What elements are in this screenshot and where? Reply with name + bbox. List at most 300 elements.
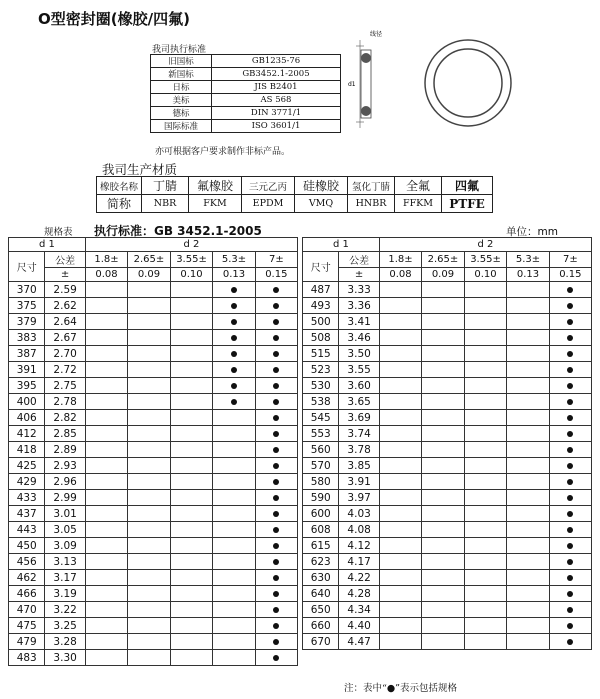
included-dot-icon (231, 287, 237, 293)
page-title: O型密封圈(橡胶/四氟) (38, 10, 190, 28)
table-row (9, 282, 298, 298)
d2-mark-cell (507, 586, 549, 602)
d2-mark-cell (213, 538, 255, 554)
table-row (9, 522, 298, 538)
included-dot-icon (273, 639, 279, 645)
d2-mark-cell (128, 554, 171, 570)
size-cell: 462 (9, 570, 45, 586)
table-row (303, 570, 592, 586)
d2-mark-cell (213, 378, 255, 394)
materials-caption: 我司生产材质 (102, 162, 178, 177)
d2-mark-cell (213, 522, 255, 538)
d2-mark-cell (507, 570, 549, 586)
d2-mark-cell (379, 378, 421, 394)
material-abbr: PTFE (442, 195, 493, 213)
standard-key: 美标 (151, 94, 212, 107)
d2-tolerance-header: 0.08 (379, 268, 421, 282)
d2-mark-cell (549, 474, 591, 490)
d2-mark-cell (213, 298, 255, 314)
d2-mark-cell (170, 618, 213, 634)
d2-mark-cell (255, 650, 297, 666)
d2-mark-cell (422, 346, 465, 362)
included-dot-icon (567, 591, 573, 597)
d2-mark-cell (464, 490, 507, 506)
tolerance-cell: 3.46 (339, 330, 379, 346)
tolerance-cell: 3.36 (339, 298, 379, 314)
d2-mark-cell (255, 570, 297, 586)
d2-mark-cell (464, 618, 507, 634)
table-row (303, 586, 592, 602)
tolerance-cell: 3.17 (45, 570, 85, 586)
standards-caption: 我司执行标准 (152, 45, 207, 55)
d2-mark-cell (507, 378, 549, 394)
table-row (9, 298, 298, 314)
d2-mark-cell (128, 618, 171, 634)
d2-mark-cell (85, 346, 127, 362)
d2-mark-cell (213, 506, 255, 522)
d2-mark-cell (85, 442, 127, 458)
d2-mark-cell (128, 426, 171, 442)
d2-mark-cell (128, 474, 171, 490)
tolerance-header: 公差 (45, 252, 85, 268)
header-row (303, 252, 592, 268)
d2-mark-cell (422, 538, 465, 554)
d2-mark-cell (255, 314, 297, 330)
d2-mark-cell (549, 442, 591, 458)
d2-mark-cell (464, 506, 507, 522)
d2-mark-cell (213, 570, 255, 586)
size-cell: 608 (303, 522, 339, 538)
included-dot-icon (273, 415, 279, 421)
d2-size-header: 7± (549, 252, 591, 268)
table-row (9, 394, 298, 410)
d2-mark-cell (255, 394, 297, 410)
size-cell: 580 (303, 474, 339, 490)
d2-mark-cell (422, 586, 465, 602)
d2-tolerance-header: 0.15 (549, 268, 591, 282)
included-dot-icon (567, 527, 573, 533)
d2-mark-cell (128, 346, 171, 362)
included-dot-icon (567, 543, 573, 549)
d2-mark-cell (422, 458, 465, 474)
d2-mark-cell (128, 506, 171, 522)
included-dot-icon (231, 335, 237, 341)
d2-size-header: 2.65± (422, 252, 465, 268)
included-dot-icon (273, 287, 279, 293)
table-row (9, 506, 298, 522)
d2-mark-cell (170, 602, 213, 618)
included-dot-icon (567, 415, 573, 421)
d2-mark-cell (379, 538, 421, 554)
d2-mark-cell (464, 458, 507, 474)
standard-row (151, 94, 341, 107)
d2-mark-cell (464, 602, 507, 618)
d2-mark-cell (507, 282, 549, 298)
d2-mark-cell (85, 570, 127, 586)
d2-mark-cell (379, 362, 421, 378)
d2-mark-cell (549, 298, 591, 314)
standard-row (151, 55, 341, 68)
table-row (9, 330, 298, 346)
d2-size-header: 5.3± (507, 252, 549, 268)
d2-mark-cell (255, 618, 297, 634)
tolerance-cell: 2.72 (45, 362, 85, 378)
d2-mark-cell (379, 458, 421, 474)
tolerance-cell: 3.97 (339, 490, 379, 506)
d2-mark-cell (255, 634, 297, 650)
included-dot-icon (273, 527, 279, 533)
included-dot-icon (273, 511, 279, 517)
spec-table-left (8, 237, 298, 666)
d2-mark-cell (464, 570, 507, 586)
cross-section-bottom (361, 106, 371, 116)
d2-mark-cell (213, 442, 255, 458)
tolerance-cell: 4.34 (339, 602, 379, 618)
d2-mark-cell (422, 602, 465, 618)
table-row (9, 346, 298, 362)
d2-mark-cell (549, 378, 591, 394)
d2-mark-cell (422, 378, 465, 394)
d2-mark-cell (85, 362, 127, 378)
included-dot-icon (273, 335, 279, 341)
tolerance-cell: 2.67 (45, 330, 85, 346)
header-row (9, 252, 298, 268)
d2-mark-cell (170, 394, 213, 410)
d2-mark-cell (379, 346, 421, 362)
d2-tolerance-header: 0.08 (85, 268, 127, 282)
d2-mark-cell (507, 634, 549, 650)
size-cell: 383 (9, 330, 45, 346)
d2-mark-cell (464, 330, 507, 346)
tolerance-cell: 3.22 (45, 602, 85, 618)
d2-size-header: 5.3± (213, 252, 255, 268)
tolerance-cell: 2.78 (45, 394, 85, 410)
table-row (303, 282, 592, 298)
d2-mark-cell (255, 330, 297, 346)
standard-key: 日标 (151, 81, 212, 94)
d2-mark-cell (255, 490, 297, 506)
d2-mark-cell (170, 346, 213, 362)
d2-mark-cell (213, 650, 255, 666)
wire-diameter-label: 线径 (370, 31, 383, 38)
included-dot-icon (567, 303, 573, 309)
d2-mark-cell (507, 426, 549, 442)
d2-mark-cell (464, 298, 507, 314)
d2-mark-cell (85, 474, 127, 490)
included-dot-icon (273, 367, 279, 373)
size-cell: 483 (9, 650, 45, 666)
d2-mark-cell (549, 602, 591, 618)
tolerance-cell: 3.33 (339, 282, 379, 298)
size-cell: 553 (303, 426, 339, 442)
standard-key: 国际标准 (151, 120, 212, 133)
table-row (9, 426, 298, 442)
d2-mark-cell (549, 394, 591, 410)
tolerance-cell: 4.40 (339, 618, 379, 634)
d2-size-header: 7± (255, 252, 297, 268)
d2-mark-cell (464, 634, 507, 650)
material-abbr: FKM (189, 195, 242, 213)
d2-mark-cell (507, 330, 549, 346)
material-name: 三元乙丙 (242, 177, 295, 195)
size-cell: 508 (303, 330, 339, 346)
size-cell: 570 (303, 458, 339, 474)
tolerance-cell: 3.19 (45, 586, 85, 602)
included-dot-icon (231, 319, 237, 325)
d2-mark-cell (85, 314, 127, 330)
included-dot-icon (273, 431, 279, 437)
included-dot-icon (231, 383, 237, 389)
d2-mark-cell (422, 362, 465, 378)
d2-mark-cell (170, 506, 213, 522)
size-cell: 475 (9, 618, 45, 634)
material-abbr: NBR (142, 195, 189, 213)
d2-mark-cell (85, 618, 127, 634)
d2-mark-cell (549, 426, 591, 442)
material-abbr: VMQ (295, 195, 348, 213)
d2-mark-cell (379, 570, 421, 586)
table-row (9, 650, 298, 666)
included-dot-icon (567, 575, 573, 581)
size-cell: 406 (9, 410, 45, 426)
included-dot-icon (273, 575, 279, 581)
d2-mark-cell (213, 362, 255, 378)
size-cell: 479 (9, 634, 45, 650)
tolerance-cell: 2.64 (45, 314, 85, 330)
included-dot-icon (273, 607, 279, 613)
d2-mark-cell (128, 394, 171, 410)
d2-mark-cell (213, 618, 255, 634)
d2-mark-cell (379, 618, 421, 634)
d2-mark-cell (128, 650, 171, 666)
d2-mark-cell (379, 586, 421, 602)
d2-mark-cell (379, 410, 421, 426)
d2-mark-cell (464, 282, 507, 298)
included-dot-icon (231, 351, 237, 357)
d2-mark-cell (170, 650, 213, 666)
size-cell: 590 (303, 490, 339, 506)
tolerance-cell: 3.60 (339, 378, 379, 394)
tolerance-cell: 2.82 (45, 410, 85, 426)
d2-mark-cell (85, 426, 127, 442)
included-dot-icon (273, 495, 279, 501)
d2-mark-cell (255, 458, 297, 474)
d2-mark-cell (464, 474, 507, 490)
tolerance-cell: 3.85 (339, 458, 379, 474)
tolerance-cell: 3.25 (45, 618, 85, 634)
size-cell: 650 (303, 602, 339, 618)
d2-mark-cell (213, 554, 255, 570)
d2-size-header: 1.8± (85, 252, 127, 268)
size-cell: 425 (9, 458, 45, 474)
standard-row (151, 68, 341, 81)
d2-mark-cell (170, 458, 213, 474)
d2-mark-cell (422, 474, 465, 490)
material-abbr-label: 简称 (97, 195, 142, 213)
d2-mark-cell (128, 522, 171, 538)
size-header: 尺寸 (9, 252, 45, 282)
d2-mark-cell (507, 314, 549, 330)
size-cell: 630 (303, 570, 339, 586)
d2-tolerance-header: 0.10 (464, 268, 507, 282)
size-cell: 387 (9, 346, 45, 362)
d2-mark-cell (213, 586, 255, 602)
d2-mark-cell (255, 282, 297, 298)
size-cell: 600 (303, 506, 339, 522)
d2-mark-cell (422, 570, 465, 586)
material-name: 丁腈 (142, 177, 189, 195)
size-cell: 487 (303, 282, 339, 298)
tolerance-cell: 2.96 (45, 474, 85, 490)
d2-mark-cell (85, 522, 127, 538)
tolerance-header: 公差 (339, 252, 379, 268)
d2-mark-cell (464, 538, 507, 554)
size-cell: 560 (303, 442, 339, 458)
table-row (303, 554, 592, 570)
table-row (303, 314, 592, 330)
d2-mark-cell (170, 410, 213, 426)
d2-mark-cell (464, 586, 507, 602)
d2-mark-cell (549, 570, 591, 586)
included-dot-icon (231, 367, 237, 373)
table-row (9, 314, 298, 330)
d2-mark-cell (213, 314, 255, 330)
material-name: 氟橡胶 (189, 177, 242, 195)
included-dot-icon (567, 367, 573, 373)
table-row (303, 634, 592, 650)
header-row (303, 238, 592, 252)
d1-header: d 1 (303, 238, 380, 252)
d2-header: d 2 (85, 238, 297, 252)
included-dot-icon (273, 447, 279, 453)
d2-size-header: 2.65± (128, 252, 171, 268)
table-row (303, 330, 592, 346)
tolerance-cell: 3.50 (339, 346, 379, 362)
size-cell: 391 (9, 362, 45, 378)
d2-mark-cell (464, 410, 507, 426)
table-row (303, 458, 592, 474)
d2-mark-cell (507, 538, 549, 554)
included-dot-icon (231, 399, 237, 405)
included-dot-icon (273, 303, 279, 309)
table-row (9, 570, 298, 586)
d2-mark-cell (255, 298, 297, 314)
d2-mark-cell (422, 330, 465, 346)
d2-mark-cell (255, 538, 297, 554)
included-dot-icon (567, 431, 573, 437)
size-cell: 379 (9, 314, 45, 330)
d2-mark-cell (170, 474, 213, 490)
size-cell: 395 (9, 378, 45, 394)
d2-mark-cell (422, 618, 465, 634)
tolerance-cell: 3.78 (339, 442, 379, 458)
included-dot-icon (567, 559, 573, 565)
d2-mark-cell (170, 634, 213, 650)
d2-size-header: 1.8± (379, 252, 421, 268)
d2-mark-cell (213, 410, 255, 426)
table-row (303, 474, 592, 490)
table-row (303, 442, 592, 458)
size-cell: 450 (9, 538, 45, 554)
d2-mark-cell (255, 506, 297, 522)
d2-mark-cell (255, 378, 297, 394)
included-dot-icon (273, 655, 279, 661)
included-dot-icon (273, 463, 279, 469)
d2-mark-cell (85, 410, 127, 426)
tolerance-cell: 2.99 (45, 490, 85, 506)
d2-mark-cell (213, 490, 255, 506)
d2-mark-cell (379, 490, 421, 506)
d2-mark-cell (507, 442, 549, 458)
size-header: 尺寸 (303, 252, 339, 282)
d2-mark-cell (128, 362, 171, 378)
included-dot-icon (273, 479, 279, 485)
d2-mark-cell (170, 490, 213, 506)
table-row (9, 362, 298, 378)
included-dot-icon (567, 479, 573, 485)
d2-mark-cell (507, 394, 549, 410)
tolerance-cell: 2.59 (45, 282, 85, 298)
d2-mark-cell (170, 426, 213, 442)
d2-mark-cell (85, 650, 127, 666)
materials-table (96, 176, 493, 213)
included-dot-icon (231, 303, 237, 309)
d2-mark-cell (170, 586, 213, 602)
tolerance-cell: 3.01 (45, 506, 85, 522)
included-dot-icon (273, 543, 279, 549)
d2-mark-cell (507, 458, 549, 474)
d2-mark-cell (507, 506, 549, 522)
included-dot-icon (273, 399, 279, 405)
table-row (9, 378, 298, 394)
d2-mark-cell (379, 634, 421, 650)
size-cell: 523 (303, 362, 339, 378)
tolerance-cell: 3.91 (339, 474, 379, 490)
table-row (9, 442, 298, 458)
d2-mark-cell (549, 522, 591, 538)
d2-mark-cell (170, 378, 213, 394)
d2-mark-cell (170, 330, 213, 346)
o-ring-diagram (340, 28, 520, 138)
d2-mark-cell (213, 346, 255, 362)
d2-mark-cell (379, 602, 421, 618)
d2-mark-cell (255, 442, 297, 458)
d2-mark-cell (128, 330, 171, 346)
d2-mark-cell (255, 522, 297, 538)
table-row (9, 538, 298, 554)
d2-mark-cell (85, 378, 127, 394)
d2-mark-cell (85, 602, 127, 618)
included-dot-icon (567, 319, 573, 325)
tolerance-cell: 3.30 (45, 650, 85, 666)
material-abbr: FFKM (395, 195, 442, 213)
size-cell: 437 (9, 506, 45, 522)
d2-mark-cell (170, 554, 213, 570)
d2-mark-cell (213, 330, 255, 346)
table-row (9, 618, 298, 634)
d2-mark-cell (464, 426, 507, 442)
tolerance-cell: 3.41 (339, 314, 379, 330)
material-name: 全氟 (395, 177, 442, 195)
d2-mark-cell (213, 474, 255, 490)
d2-mark-cell (128, 602, 171, 618)
footnote: 注：表中“●”表示包括规格 (344, 683, 458, 694)
standard-value: GB3452.1-2005 (212, 68, 341, 81)
included-dot-icon (273, 559, 279, 565)
standards-table (150, 54, 341, 133)
included-dot-icon (567, 383, 573, 389)
size-cell: 400 (9, 394, 45, 410)
